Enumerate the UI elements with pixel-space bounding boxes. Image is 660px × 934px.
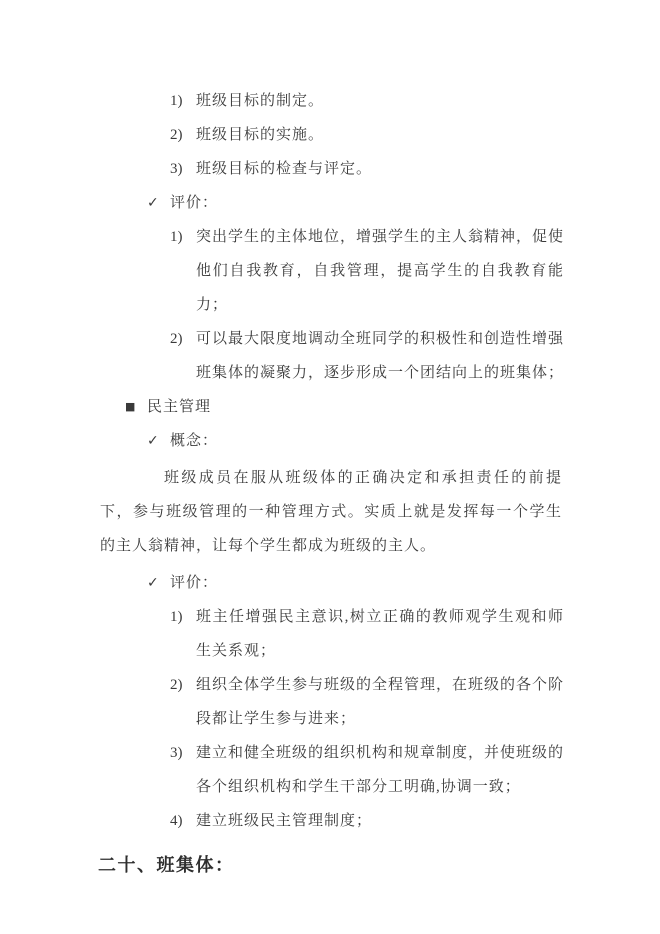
list-item-text: 建立和健全班级的组织机构和规章制度，并使班级的各个组织机构和学生干部分工明确,协调一致； (196, 745, 565, 795)
list-item (170, 736, 564, 804)
list-item-marker: 4) (170, 813, 183, 829)
checkmark-icon: ✓ (147, 433, 160, 449)
list-item (170, 668, 564, 736)
list-item-marker: 1) (170, 229, 183, 245)
evaluation-1-list (0, 220, 660, 390)
democratic-management-label: 民主管理 (147, 399, 212, 415)
democratic-management-header (125, 390, 660, 424)
concept-paragraph: 班级成员在服从班级体的正确决定和承担责任的前提下，参与班级管理的一种管理方式。实质上就是发挥每一个学生的主人翁精神，让每个学生都成为班级的主人。 (100, 470, 562, 554)
evaluation-2-list (0, 600, 660, 838)
evaluation-2-label: 评价： (170, 575, 219, 591)
list-item-text: 班级目标的制定。 (196, 93, 325, 109)
list-item (170, 84, 660, 118)
list-item-text: 突出学生的主体地位，增强学生的主人翁精神，促使他们自我教育，自我管理，提高学生的自我教育能力； (196, 229, 565, 313)
checkmark-icon: ✓ (147, 195, 160, 211)
list-item-text: 可以最大限度地调动全班同学的积极性和创造性增强班集体的凝聚力，逐步形成一个团结向上的班集体； (196, 331, 565, 381)
evaluation-1-label: 评价： (170, 195, 219, 211)
list-item (170, 804, 564, 838)
square-bullet-icon: ■ (125, 400, 137, 413)
numbered-list-goals (0, 84, 660, 186)
list-item-text: 建立班级民主管理制度； (196, 813, 373, 829)
list-item (170, 118, 660, 152)
list-item-text: 班主任增强民主意识,树立正确的教师观学生观和师生关系观； (196, 609, 564, 659)
section-heading: 二十、班集体： (98, 855, 235, 875)
list-item-marker: 2) (170, 677, 183, 693)
list-item-marker: 1) (170, 609, 183, 625)
list-item-text: 班级目标的实施。 (196, 127, 325, 143)
list-item-marker: 1) (170, 93, 183, 109)
evaluation-2-header (147, 566, 660, 600)
list-item-marker: 3) (170, 161, 183, 177)
concept-label: 概念： (170, 433, 219, 449)
list-item-marker: 2) (170, 331, 183, 347)
list-item-marker: 3) (170, 745, 183, 761)
list-item-text: 组织全体学生参与班级的全程管理，在班级的各个阶段都让学生参与进来； (196, 677, 565, 727)
checkmark-icon: ✓ (147, 575, 160, 591)
list-item (170, 152, 660, 186)
evaluation-1-header (147, 186, 660, 220)
list-item-text: 班级目标的检查与评定。 (196, 161, 373, 177)
concept-header (147, 424, 660, 458)
list-item (170, 600, 564, 668)
list-item (170, 322, 564, 390)
list-item-marker: 2) (170, 127, 183, 143)
list-item (170, 220, 564, 322)
